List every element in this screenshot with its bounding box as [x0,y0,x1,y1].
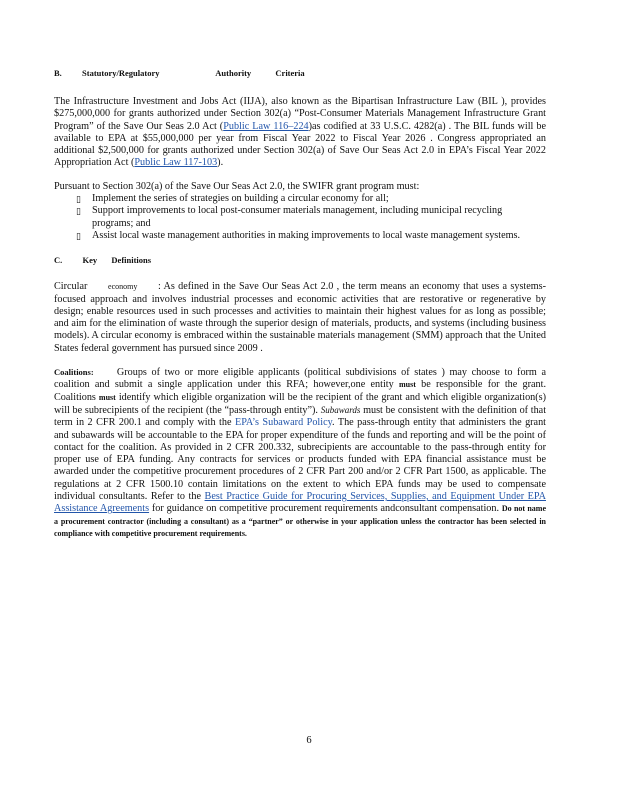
section-c-label: C. [54,255,63,266]
coalitions-text-a: Groups of two or more eligible applicants (political subdivisions of states ) may choose to form a coalition and submit a single application under this RFA; however,one entity [54,367,546,391]
coalitions-text-d: must be consistent with the definition of that term in 2 CFR 200.1 and comply with the [54,404,547,429]
bullet-box-icon: ▯ [76,206,81,217]
section-c-title-part-2: Definitions [111,255,152,266]
must-emphasis: must [98,392,116,402]
document-page [54,68,546,540]
coalitions-text-e: . The pass-through entity that administers the grant and subawards will be accountable to the EPA for proper expenditure of the funds and reporting and will be the point of contact for the coalition. As provided in 2 CFR 200.332, subrecipients are accountable to the pass-through entity for proper use of EPA funding. Any contracts for services or products funded with EPA financial assistance must be awarded under the competitive procurement procedures of 2 CFR Part 200 and/or 2 CFR Part 1500, as applicable. The regulations at 2 CFR 1500.10 contain limitations on the extent to which EPA funds may be used to compensate individual consultants. Refer to the [54,417,547,503]
section-b-heading [54,68,546,78]
public-law-117-103-link[interactable]: Public Law 117-103 [134,157,218,169]
pursuant-intro: Pursuant to Section 302(a) of the Save Our Seas Act 2.0, the SWIFR grant program must: [54,180,420,192]
section-b-title-part-2: Authority [215,68,252,78]
section-b-title-part-3: Criteria [275,68,305,78]
must-emphasis: must [399,380,416,390]
coalitions-text-f: for guidance on competitive procurement requirements andconsultant compensation. [151,503,500,515]
coalitions-term: Coalitions: [54,367,94,378]
public-law-116-224-link[interactable]: Public Law 116–224 [223,120,309,132]
iija-text-c: ). [217,157,224,169]
epa-subaward-policy-link[interactable]: EPA’s Subaward Policy [234,417,333,429]
list-item-text: Assist local waste management authorities in making improvements to local waste management systems. [92,229,521,241]
bullet-box-icon: ▯ [76,230,81,241]
page-number: 6 [306,735,312,746]
circular-economy-definition [54,281,546,355]
list-item-text: Support improvements to local post-consumer materials management, including municipal recycling programs; and [92,205,503,229]
iija-paragraph [54,96,546,170]
coalitions-definition [54,366,546,540]
circular-term: Circular [54,281,88,293]
list-item-text: Implement the series of strategies on building a circular economy for all; [92,193,389,205]
procurement-warning: Do not name a procurement contractor (including a consultant) as a “partner” or otherwise in your application unless the contractor has been selected in compliance with competitive procurement requirements. [54,504,547,538]
program-requirements-list [54,193,546,242]
section-c-heading [54,255,546,265]
best-practice-guide-link[interactable]: Best Practice Guide for Procuring Services, Supplies, and Equipment Under EPA Assistance Agreements [54,491,546,515]
list-item [54,230,546,242]
bullet-box-icon: ▯ [76,194,81,205]
iija-text-b: )as codified at 33 U.S.C. 4282(a) . The BIL funds will be available to EPA at $55,000,000 per year from Fiscal Year 2022 to Fiscal Year 2026 . Congress appropriated an additional $2,500,000 for grants authorized under Section 302(a) of Save Our Seas Act 2.0 in EPA’s Fiscal Year 2022 Appropriation Act ( [54,120,546,169]
coalitions-text-c: identify which eligible organization will be the recipient of the grant and which eligible organization(s) will be subrecipients of the recipient (the “pass-through entity”). [54,391,547,416]
list-item [54,193,546,205]
circular-economy-text: : As defined in the Save Our Seas Act 2.0 , the term means an economy that uses a systems-focused approach and involves industrial processes and economic activities that are restorative or regenerative by design; enable resources used in such processes and activities to maintain their highest values for as long as possible; and aim for the elimination of waste through the superior design of materials, products, and systems (including business models). A circular economy is embraced within the sustainable materials management (SMM) approach that the United States federal government has pursued since 2009 . [54,281,547,354]
list-item [54,205,546,230]
section-b-title-part-1: Statutory/Regulatory [82,68,160,78]
section-c-title-part-1: Key [82,255,98,266]
section-b-label: B. [54,68,62,78]
coalitions-text-b: be responsible for the grant. Coalitions [54,379,547,403]
economy-term: economy [108,282,138,292]
subawards-term: Subawards [320,404,361,415]
iija-text-a: The Infrastructure Investment and Jobs Act (IIJA), also known as the Bipartisan Infrastructure Law (BIL ), provides $275,000,000 for grants authorized under Section 302(a) “Post-Consumer Materials Management Infrastructure Grant Program” of the Save Our Seas 2.0 Act ( [54,96,546,132]
